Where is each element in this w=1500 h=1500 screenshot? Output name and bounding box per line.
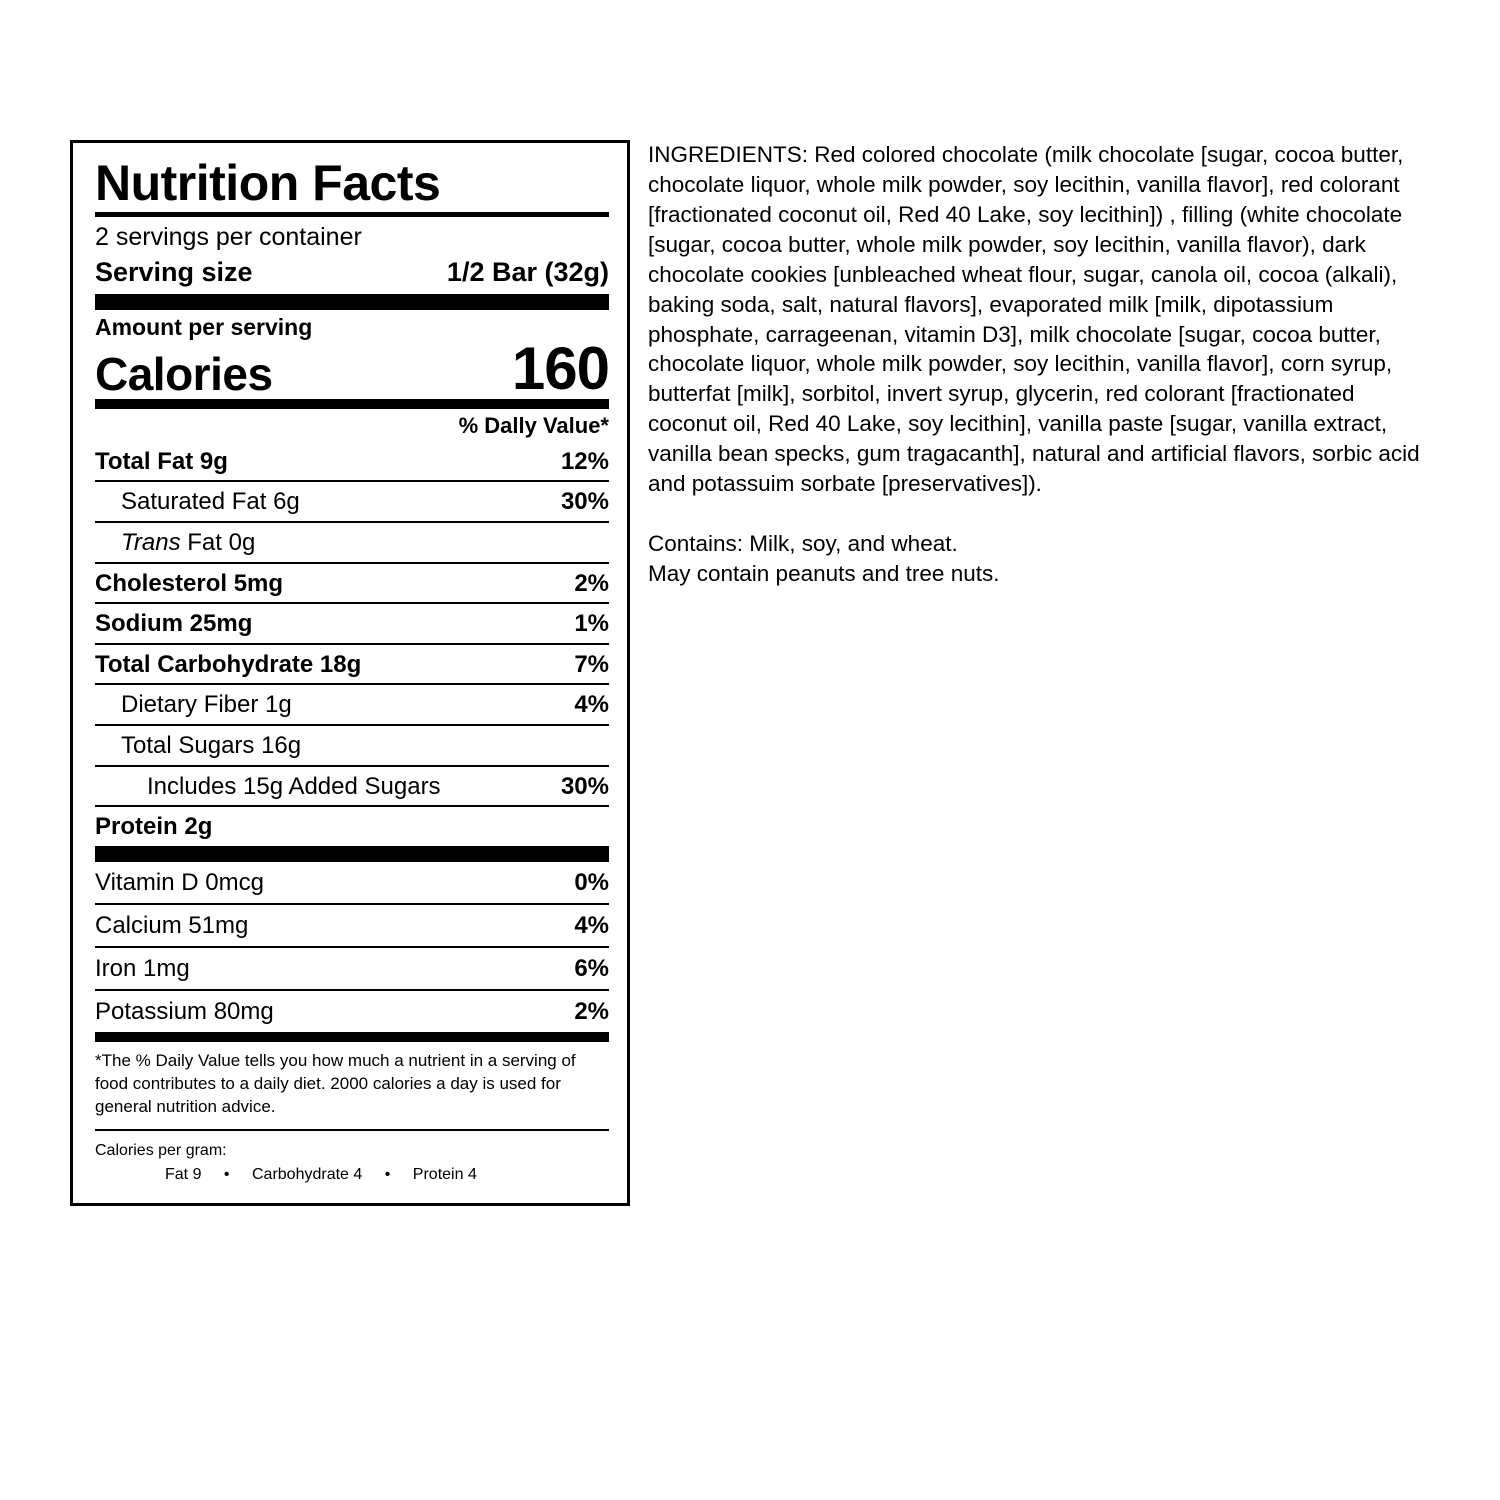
row-iron xyxy=(95,948,609,991)
row-total-sugars xyxy=(95,726,609,767)
daily-value-header: % Dally Value* xyxy=(458,412,609,438)
row-daily-value: 2% xyxy=(574,997,609,1025)
row-trans-fat xyxy=(95,523,609,564)
row-protein xyxy=(95,807,609,846)
row-daily-value: 30% xyxy=(560,488,609,516)
row-total-carbohydrate xyxy=(95,645,609,686)
divider xyxy=(95,846,609,862)
serving-size-value: 1/2 Bar (32g) xyxy=(446,256,609,287)
row-label: Protein 2g xyxy=(95,813,213,841)
trans-rest: Fat 0g xyxy=(180,528,256,556)
cpg-carbohydrate: Carbohydrate 4 xyxy=(251,1165,363,1183)
may-contain-statement: May contain peanuts and tree nuts. xyxy=(648,560,1000,586)
row-total-fat xyxy=(95,442,609,483)
serving-size-row xyxy=(95,255,609,294)
row-daily-value: 4% xyxy=(574,691,609,719)
row-cholesterol xyxy=(95,564,609,605)
calories-label: Calories xyxy=(95,347,273,400)
nutrition-facts-title: Nutrition Facts xyxy=(95,155,441,211)
ingredients-paragraph: INGREDIENTS: Red colored chocolate (milk chocolate [sugar, cocoa butter, chocolate liquor, whole milk powder, soy lecithin, vanilla flavor], red colorant [fractionated coconut oil, Red 40 Lake, soy lecithin]) , filling (white chocolate [sugar, cocoa butter, whole milk powder, soy lecithin, vanilla flavor), dark chocolate cookies [unbleached wheat flour, sugar, canola oil, cocoa (alkali), baking soda, salt, natural flavors], evaporated milk [milk, dipotassium phosphate, carrageenan, vitamin D3], milk chocolate [sugar, cocoa butter, chocolate liquor, whole milk powder, soy lecithin, vanilla flavor], corn syrup, butterfat [milk], sorbitol, invert syrup, glycerin, red colorant [fractionated coconut oil, Red 40 Lake, soy lecithin], vanilla paste [sugar, vanilla extract, vanilla bean specks, gum tragacanth], natural and artificial flavors, sorbic acid and potassuim sorbate [preservatives]). xyxy=(648,142,1420,497)
calories-per-gram-items xyxy=(95,1163,609,1187)
contains-statement: Contains: Milk, soy, and wheat. xyxy=(648,531,958,557)
row-saturated-fat xyxy=(95,482,609,523)
cpg-sep-2: • xyxy=(384,1165,391,1183)
daily-value-footnote: *The % Daily Value tells you how much a nutrient in a serving of food contributes to a daily diet. 2000 calories a day is used for general nutrition advice. xyxy=(95,1042,609,1131)
row-daily-value: 30% xyxy=(560,772,609,800)
row-daily-value: 1% xyxy=(574,610,609,638)
cpg-sep-1: • xyxy=(223,1165,230,1183)
row-dietary-fiber xyxy=(95,685,609,726)
ingredients-column xyxy=(648,140,1438,589)
row-label xyxy=(95,529,599,557)
calories-per-gram-block xyxy=(95,1131,609,1187)
amount-per-serving-label: Amount per serving xyxy=(95,313,313,340)
row-sodium xyxy=(95,604,609,645)
servings-per-container: 2 servings per container xyxy=(95,222,362,251)
row-vitamin-d xyxy=(95,862,609,905)
row-label: Total Carbohydrate 18g xyxy=(95,650,362,678)
row-label: Dietary Fiber 1g xyxy=(121,691,292,719)
row-daily-value: 6% xyxy=(574,954,609,982)
divider xyxy=(95,294,609,310)
row-label: Includes 15g Added Sugars xyxy=(147,772,441,800)
row-label: Sodium 25mg xyxy=(95,610,253,638)
cpg-protein: Protein 4 xyxy=(412,1165,477,1183)
row-daily-value: 2% xyxy=(574,569,609,597)
row-daily-value: 7% xyxy=(574,650,609,678)
row-label: Calcium 51mg xyxy=(95,911,249,939)
divider xyxy=(95,1032,609,1042)
calories-per-gram-label: Calories per gram: xyxy=(95,1141,227,1159)
row-added-sugars xyxy=(95,767,609,808)
row-label: Total Fat 9g xyxy=(95,447,228,475)
row-label: Iron 1mg xyxy=(95,954,190,982)
cpg-fat: Fat 9 xyxy=(165,1165,202,1183)
row-label: Vitamin D 0mcg xyxy=(95,868,264,896)
row-label: Cholesterol 5mg xyxy=(95,569,284,597)
nutrition-facts-panel xyxy=(70,140,630,1206)
calories-row xyxy=(95,334,609,402)
row-potassium xyxy=(95,991,609,1032)
row-label: Saturated Fat 6g xyxy=(121,488,300,516)
row-daily-value: 12% xyxy=(560,447,609,475)
paragraph-spacer xyxy=(648,499,1438,529)
serving-size-label: Serving size xyxy=(95,256,253,287)
row-daily-value: 0% xyxy=(574,868,609,896)
row-label: Potassium 80mg xyxy=(95,997,274,1025)
trans-italic: Trans xyxy=(121,528,181,556)
row-calcium xyxy=(95,905,609,948)
row-label: Total Sugars 16g xyxy=(121,731,302,759)
row-daily-value: 4% xyxy=(574,911,609,939)
calories-value: 160 xyxy=(511,334,609,402)
